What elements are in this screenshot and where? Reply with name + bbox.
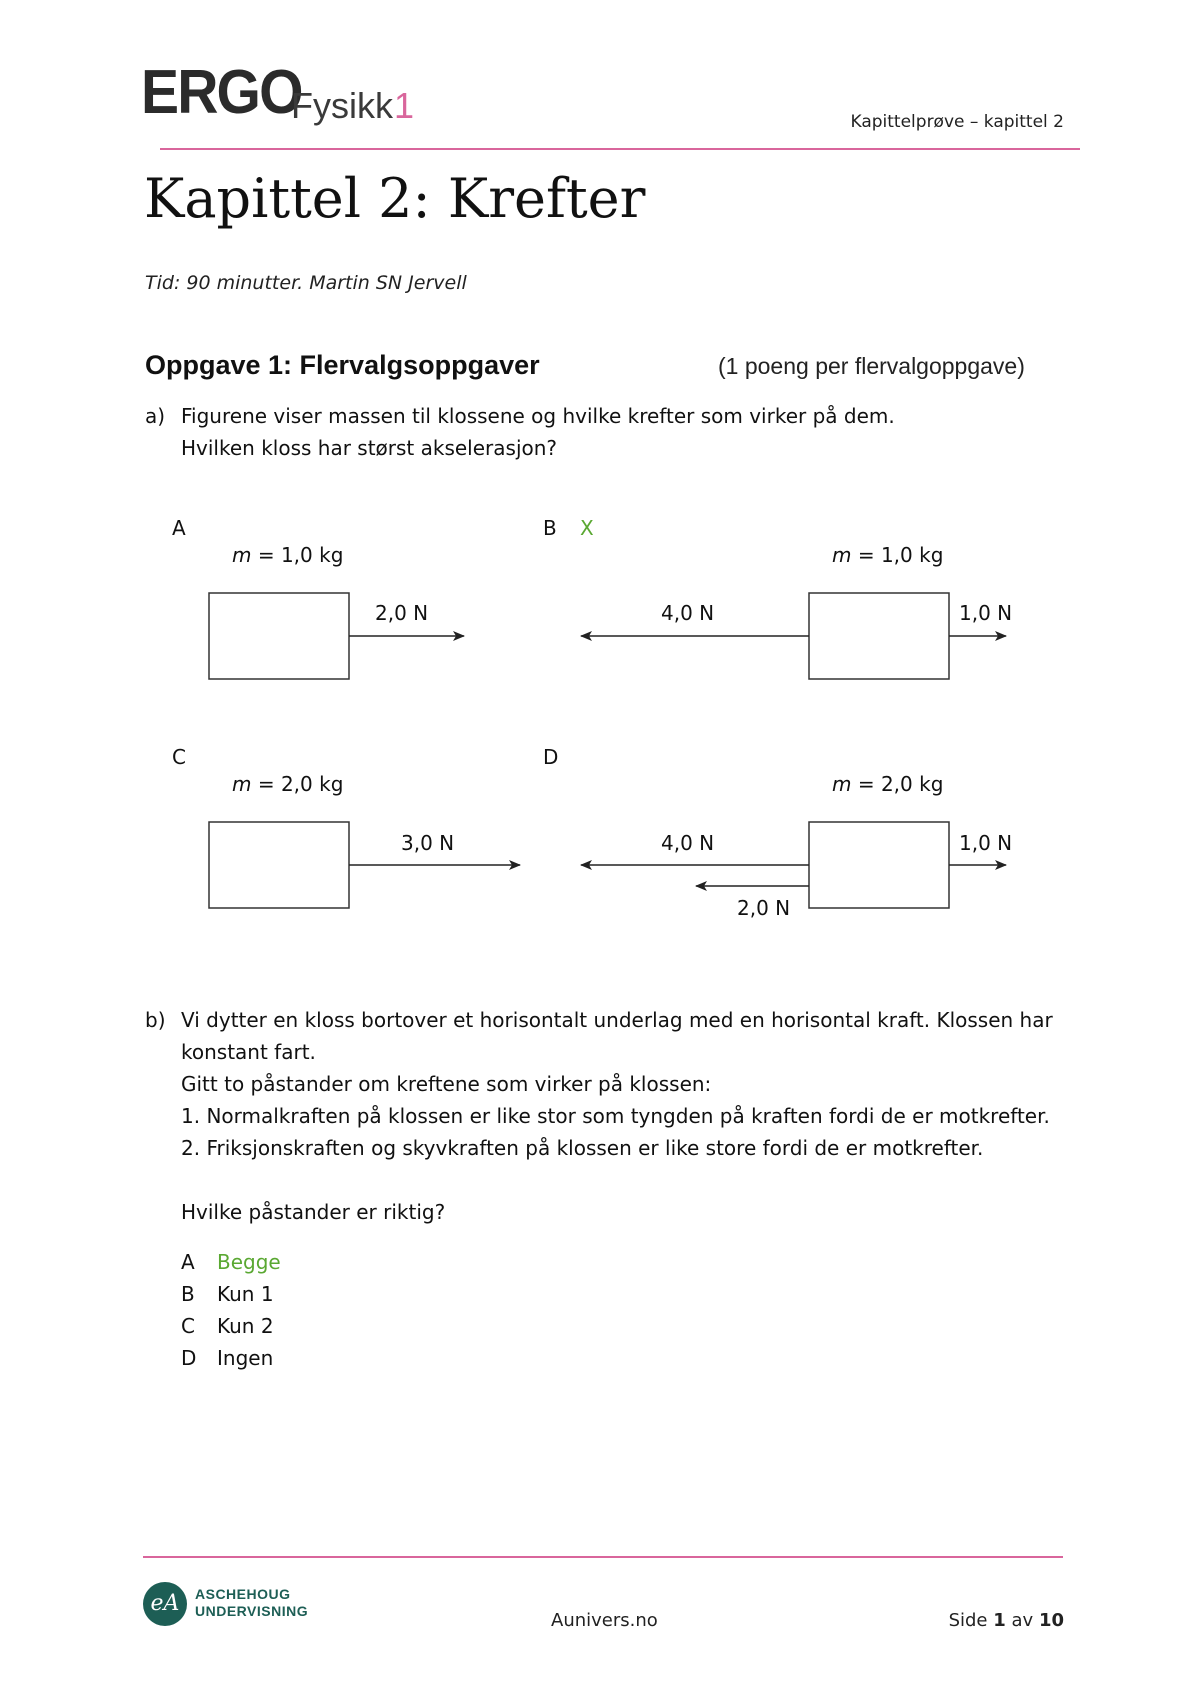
statement-2: 2. Friksjonskraften og skyvkraften på klossen er like store fordi de er motkrefter. bbox=[181, 1136, 984, 1160]
question-b-line3: Gitt to påstander om kreftene som virker på klossen: bbox=[181, 1072, 712, 1096]
option-letter-c: C bbox=[181, 1314, 195, 1338]
exam-meta: Tid: 90 minutter. Martin SN Jervell bbox=[145, 272, 467, 294]
product-number: 1 bbox=[394, 85, 415, 126]
force-label-d-1: 4,0 N bbox=[661, 831, 715, 855]
figure-label-c: C bbox=[172, 745, 186, 769]
question-a-label: a) bbox=[145, 404, 166, 428]
brand-logo: ERGO bbox=[141, 58, 302, 127]
force-label-d-2: 1,0 N bbox=[959, 831, 1013, 855]
question-b-prompt: Hvilke påstander er riktig? bbox=[181, 1200, 446, 1224]
figure-label-d: D bbox=[543, 745, 559, 769]
page-number: Side 1 av 10 bbox=[948, 1610, 1064, 1631]
site-link[interactable]: Aunivers.no bbox=[551, 1610, 658, 1631]
force-label-b-2: 1,0 N bbox=[959, 601, 1013, 625]
figure-label-b: B bbox=[543, 516, 557, 540]
question-a-line2: Hvilken kloss har størst akselerasjon? bbox=[181, 436, 558, 460]
publisher-name: ASCHEHOUG UNDERVISNING bbox=[195, 1586, 309, 1619]
option-letter-b: B bbox=[181, 1282, 195, 1306]
question-b-label: b) bbox=[145, 1008, 166, 1032]
publisher-logo-icon: eA bbox=[143, 1582, 187, 1626]
question-a-line1: Figurene viser massen til klossene og hvilke krefter som virker på dem. bbox=[181, 404, 895, 428]
question-b-line1: Vi dytter en kloss bortover et horisontalt underlag med en horisontal kraft. Klossen har bbox=[181, 1008, 1053, 1032]
mass-label-c: m = 2,0 kg bbox=[232, 772, 344, 796]
product-name: Fysikk bbox=[291, 85, 393, 126]
task-points: (1 poeng per flervalgoppgave) bbox=[718, 353, 1025, 379]
option-letter-d: D bbox=[181, 1346, 197, 1370]
question-b-line2: konstant fart. bbox=[181, 1040, 316, 1064]
block-c bbox=[209, 822, 349, 908]
force-label-d-3: 2,0 N bbox=[737, 896, 791, 920]
force-label-a-1: 2,0 N bbox=[375, 601, 429, 625]
option-text-b: Kun 1 bbox=[217, 1282, 274, 1306]
force-label-c-1: 3,0 N bbox=[401, 831, 455, 855]
force-label-b-1: 4,0 N bbox=[661, 601, 715, 625]
option-text-a: Begge bbox=[217, 1250, 281, 1274]
correct-answer-mark: X bbox=[580, 516, 594, 540]
mass-label-a: m = 1,0 kg bbox=[232, 543, 344, 567]
option-letter-a: A bbox=[181, 1250, 195, 1274]
block-b bbox=[809, 593, 949, 679]
task-heading: Oppgave 1: Flervalgsoppgaver bbox=[145, 350, 540, 380]
block-d bbox=[809, 822, 949, 908]
statement-1: 1. Normalkraften på klossen er like stor som tyngden på kraften fordi de er motkrefter. bbox=[181, 1104, 1050, 1128]
mass-label-d: m = 2,0 kg bbox=[832, 772, 944, 796]
figure-label-a: A bbox=[172, 516, 186, 540]
option-text-d: Ingen bbox=[217, 1346, 274, 1370]
footer-divider bbox=[143, 1556, 1063, 1558]
page-title: Kapittel 2: Krefter bbox=[144, 167, 646, 230]
chapter-label: Kapittelprøve – kapittel 2 bbox=[850, 112, 1064, 132]
mass-label-b: m = 1,0 kg bbox=[832, 543, 944, 567]
block-a bbox=[209, 593, 349, 679]
option-text-c: Kun 2 bbox=[217, 1314, 274, 1338]
